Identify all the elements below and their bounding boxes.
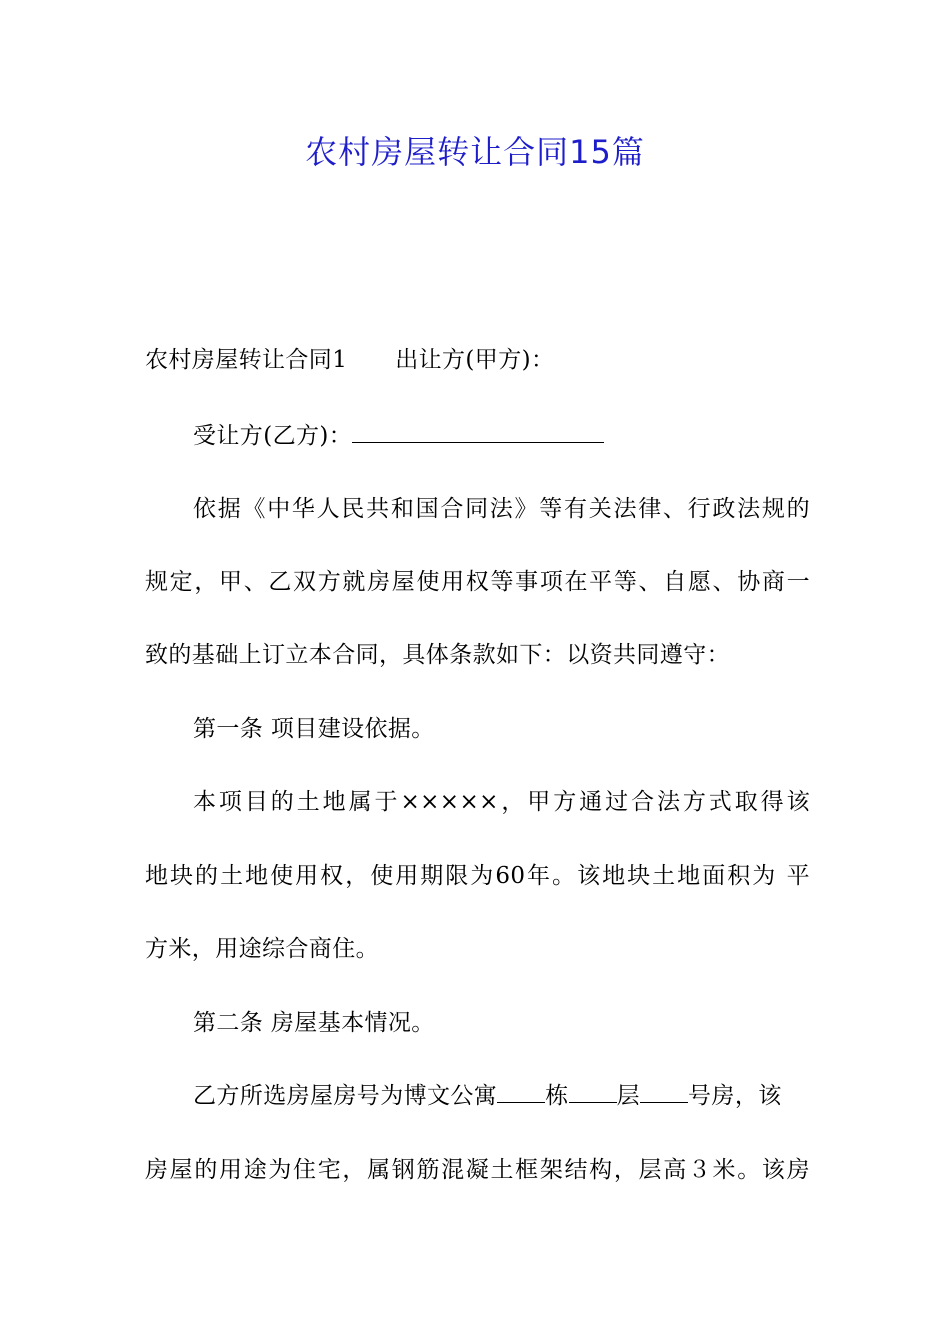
paragraph-line [145, 344, 810, 376]
paragraph-line [145, 420, 810, 452]
transferee-label: 受让方(乙方)： [193, 423, 353, 449]
transferee-blank [352, 422, 604, 443]
paragraph-line: 方米，用途综合商住。 [145, 936, 379, 962]
paragraph-line [145, 1080, 810, 1112]
room-label: 号房，该 [688, 1083, 782, 1109]
article-heading: 第一条 项目建设依据。 [193, 716, 435, 742]
building-label: 栋 [545, 1083, 569, 1109]
article-heading: 第二条 房屋基本情况。 [193, 1010, 435, 1036]
paragraph-line: 地块的土地使用权，使用期限为60年。该地块土地面积为 平 [145, 863, 810, 889]
transferor-label: 出让方(甲方)： [395, 347, 555, 373]
room-number-text: 乙方所选房屋房号为博文公寓 [193, 1083, 498, 1109]
building-blank [497, 1082, 545, 1103]
paragraph-line: 依据《中华人民共和国合同法》等有关法律、行政法规的 [193, 496, 810, 522]
paragraph-line: 致的基础上订立本合同，具体条款如下：以资共同遵守： [145, 642, 730, 668]
paragraph-line: 房屋的用途为住宅，属钢筋混凝土框架结构，层高３米。该房 [145, 1157, 810, 1183]
paragraph-line: 本项目的土地属于×××××，甲方通过合法方式取得该 [193, 789, 810, 815]
paragraph-line: 规定，甲、乙双方就房屋使用权等事项在平等、自愿、协商一 [145, 569, 810, 595]
room-blank [640, 1082, 688, 1103]
floor-label: 层 [616, 1083, 641, 1109]
document-title: 农村房屋转让合同15篇 [305, 133, 645, 171]
floor-blank [569, 1082, 617, 1103]
contract-heading: 农村房屋转让合同1 [145, 347, 348, 373]
